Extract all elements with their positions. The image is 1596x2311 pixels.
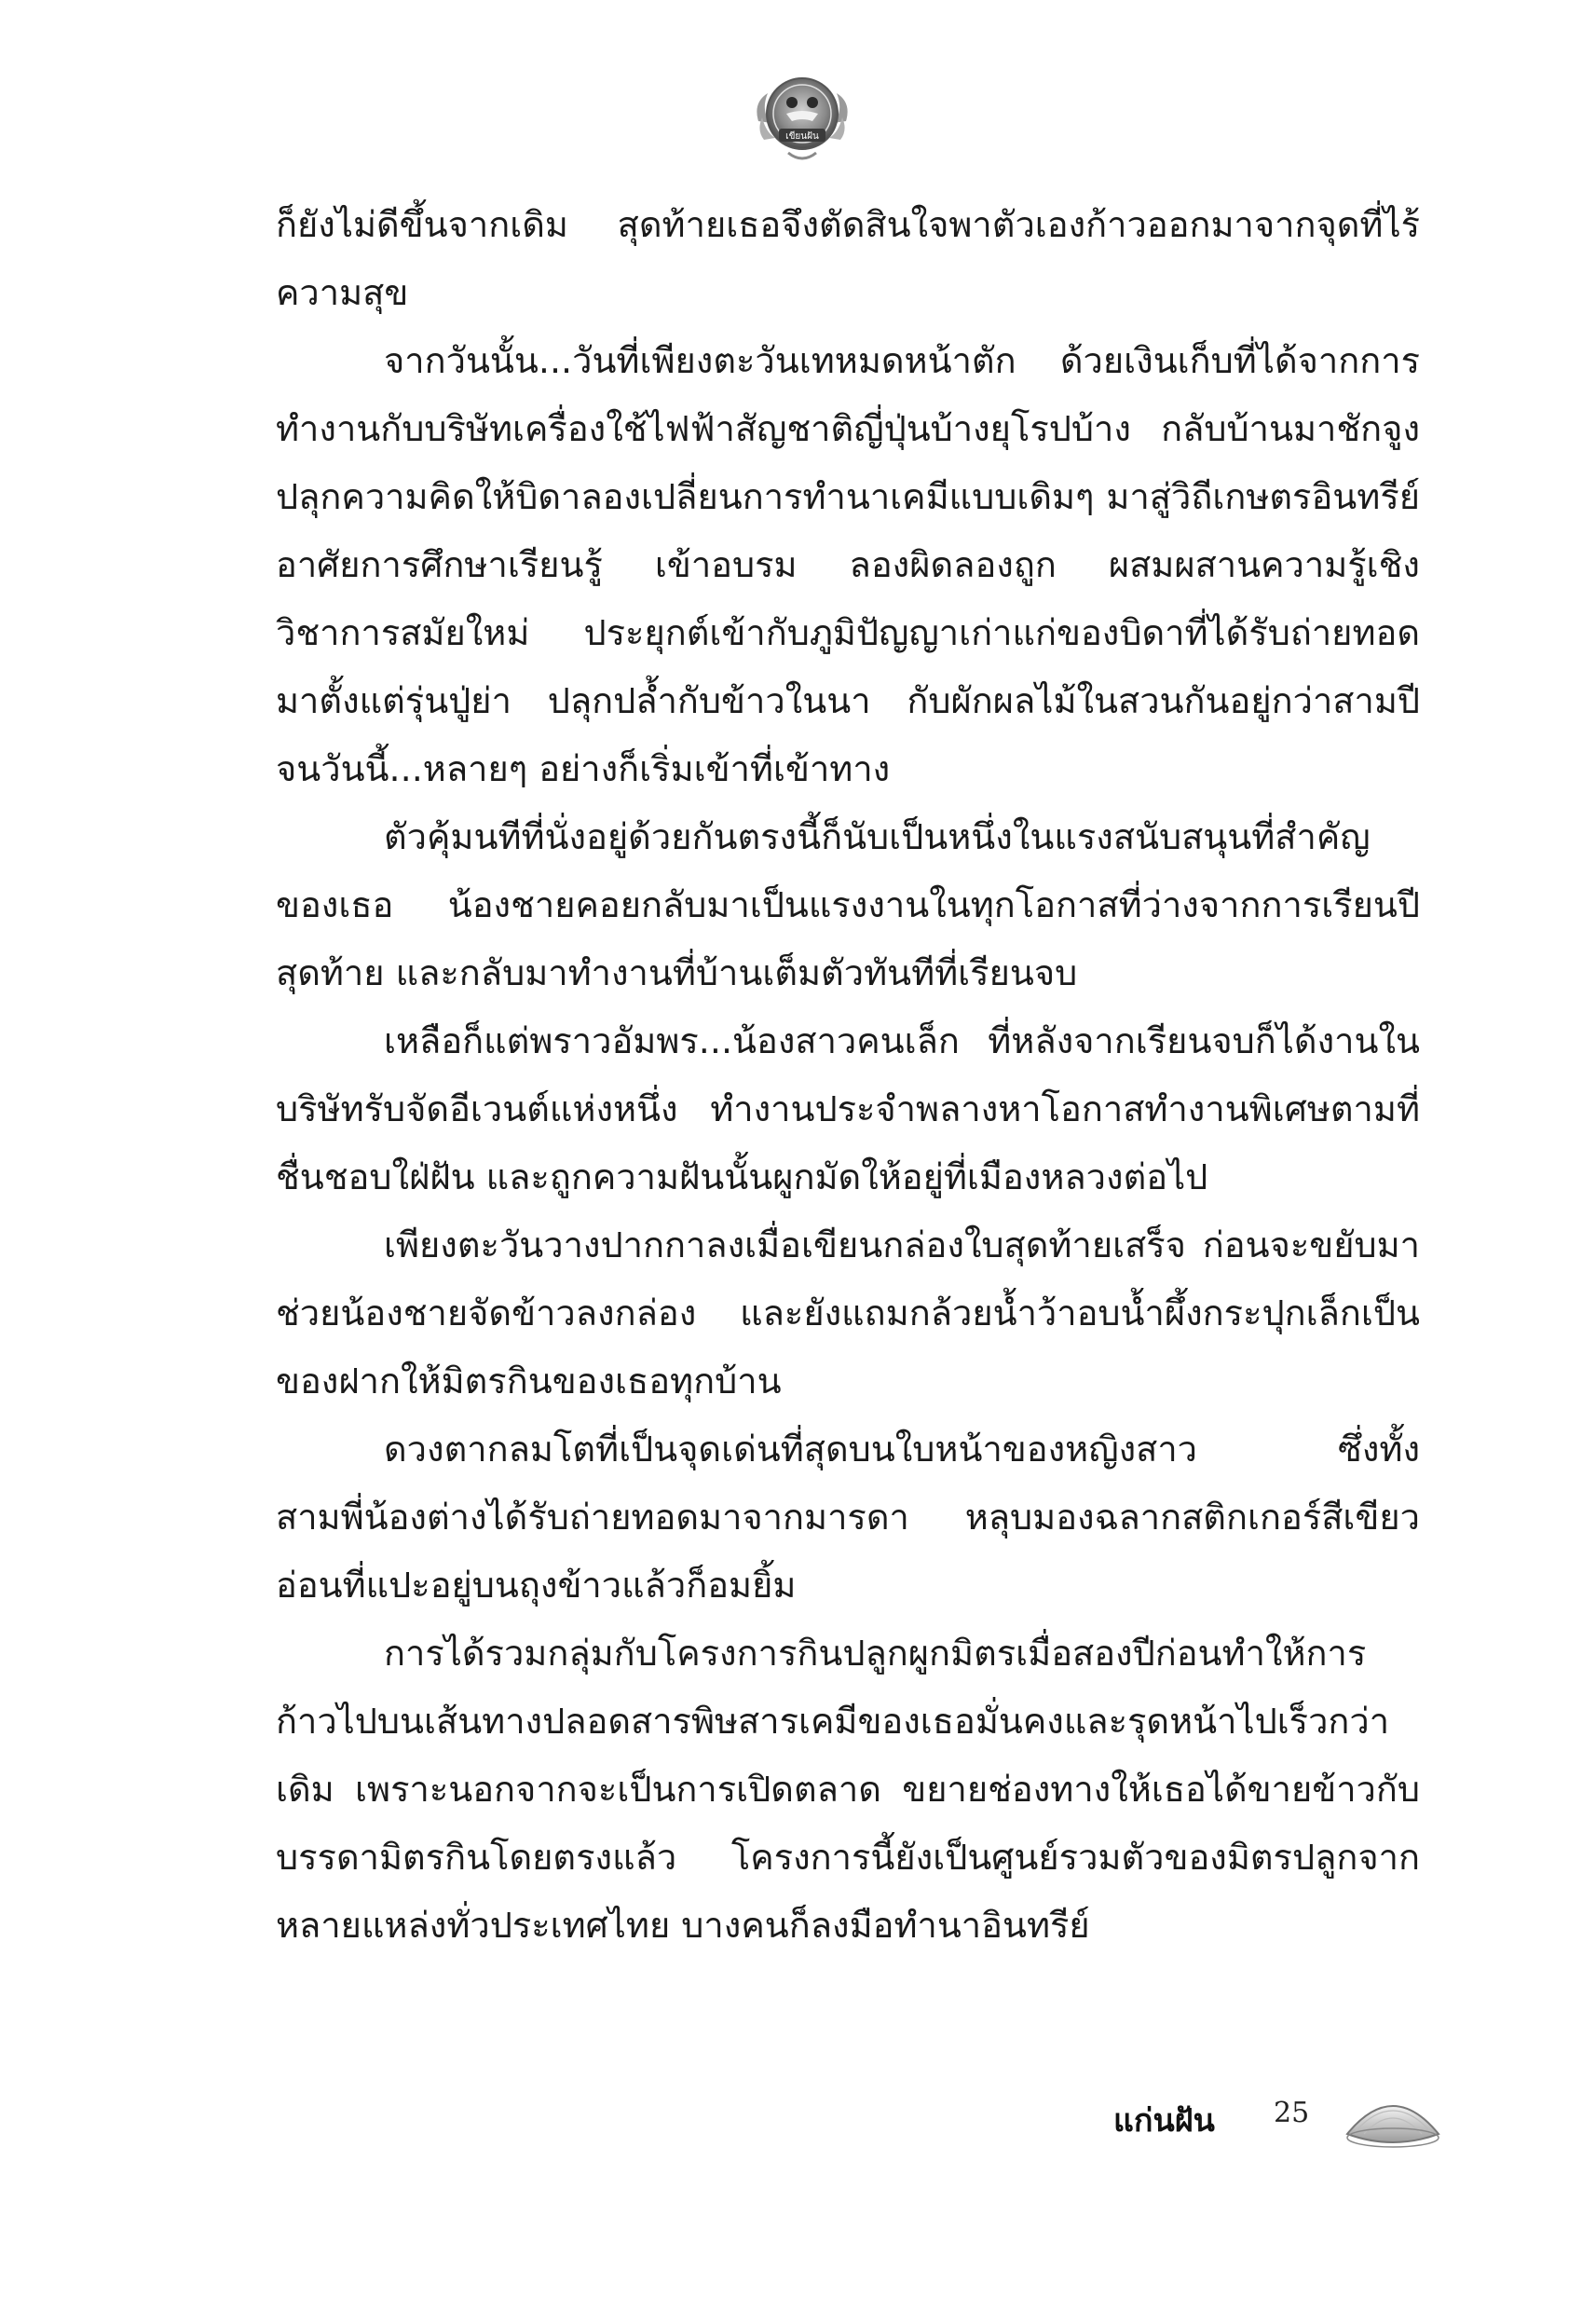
paragraph-6: ดวงตากลมโตที่เป็นจุดเด่นที่สุดบนใบหน้าของหญิงสาว ซึ่งทั้งสามพี่น้องต่างได้รับถ่ายทอดมาจากมารดา หลุบมองฉลากสติกเกอร์สีเขียวอ่อนที่แปะอยู่บนถุงข้าวแล้วก็อมยิ้ม — [276, 1429, 1420, 1606]
paragraph-7: การได้รวมกลุ่มกับโครงการกินปลูกผูกมิตรเมื่อสองปีก่อนทำให้การก้าวไปบนเส้นทางปลอดสารพิษสารเคมีของเธอมั่นคงและรุดหน้าไปเร็วกว่าเดิม เพราะนอกจากจะเป็นการเปิดตลาด ขยายช่องทางให้เธอได้ขายข้าวกับบรรดามิตรกินโดยตรงแล้ว โครงการนี้ยังเป็นศูนย์รวมตัวของมิตรปลูกจากหลายแหล่งทั่วประเทศไทย บางคนก็ลงมือทำนาอินทรีย์ — [276, 1633, 1420, 1946]
paragraph-1: ก็ยังไม่ดีขึ้นจากเดิม สุดท้ายเธอจึงตัดสินใจพาตัวเองก้าวออกมาจากจุดที่ไร้ความสุข — [276, 204, 1420, 313]
paragraph-3: ตัวคุ้มนทีที่นั่งอยู่ด้วยกันตรงนี้ก็นับเป็นหนึ่งในแรงสนับสนุนที่สำคัญของเธอ น้องชายคอยกลับมาเป็นแรงงานในทุกโอกาสที่ว่างจากการเรียนปีสุดท้าย และกลับมาทำงานที่บ้านเต็มตัวทันทีที่เรียนจบ — [276, 816, 1420, 993]
header-logo — [751, 56, 853, 168]
book-title: แก่นฝัน — [1113, 2102, 1215, 2140]
logo-text: เขียนฝัน — [785, 131, 819, 142]
paragraph-4: เหลือก็แต่พราวอัมพร...น้องสาวคนเล็ก ที่หลังจากเรียนจบก็ได้งานในบริษัทรับจัดอีเวนต์แห่งหนึ่ง ทำงานประจำพลางหาโอกาสทำงานพิเศษตามที่ชื่นชอบใฝ่ฝัน และถูกความฝันนั้นผูกมัดให้อยู่ที่เมืองหลวงต่อไป — [276, 1020, 1420, 1197]
ornate-crest-logo-icon — [751, 56, 853, 168]
page-footer — [1113, 2076, 1439, 2160]
farmer-hat-icon — [1342, 2076, 1444, 2160]
body-text — [276, 191, 1420, 1960]
page-number: 25 — [1274, 2097, 1310, 2129]
paragraph-5: เพียงตะวันวางปากกาลงเมื่อเขียนกล่องใบสุดท้ายเสร็จ ก่อนจะขยับมาช่วยน้องชายจัดข้าวลงกล่อง และยังแถมกล้วยน้ำว้าอบน้ำผึ้งกระปุกเล็กเป็นของฝากให้มิตรกินของเธอทุกบ้าน — [276, 1224, 1420, 1402]
paragraph-2: จากวันนั้น...วันที่เพียงตะวันเทหมดหน้าตัก ด้วยเงินเก็บที่ได้จากการทำงานกับบริษัทเครื่องใช้ไฟฟ้าสัญชาติญี่ปุ่นบ้างยุโรปบ้าง กลับบ้านมาชักจูงปลุกความคิดให้บิดาลองเปลี่ยนการทำนาเคมีแบบเดิมๆ มาสู่วิถีเกษตรอินทรีย์ อาศัยการศึกษาเรียนรู้ เข้าอบรม ลองผิดลองถูก ผสมผสานความรู้เชิงวิชาการสมัยใหม่ ประยุกต์เข้ากับภูมิปัญญาเก่าแก่ของบิดาที่ได้รับถ่ายทอดมาตั้งแต่รุ่นปู่ย่า ปลุกปล้ำกับข้าวในนา กับผักผลไม้ในสวนกันอยู่กว่าสามปี จนวันนี้...หลายๆ อย่างก็เริ่มเข้าที่เข้าทาง — [276, 340, 1420, 789]
